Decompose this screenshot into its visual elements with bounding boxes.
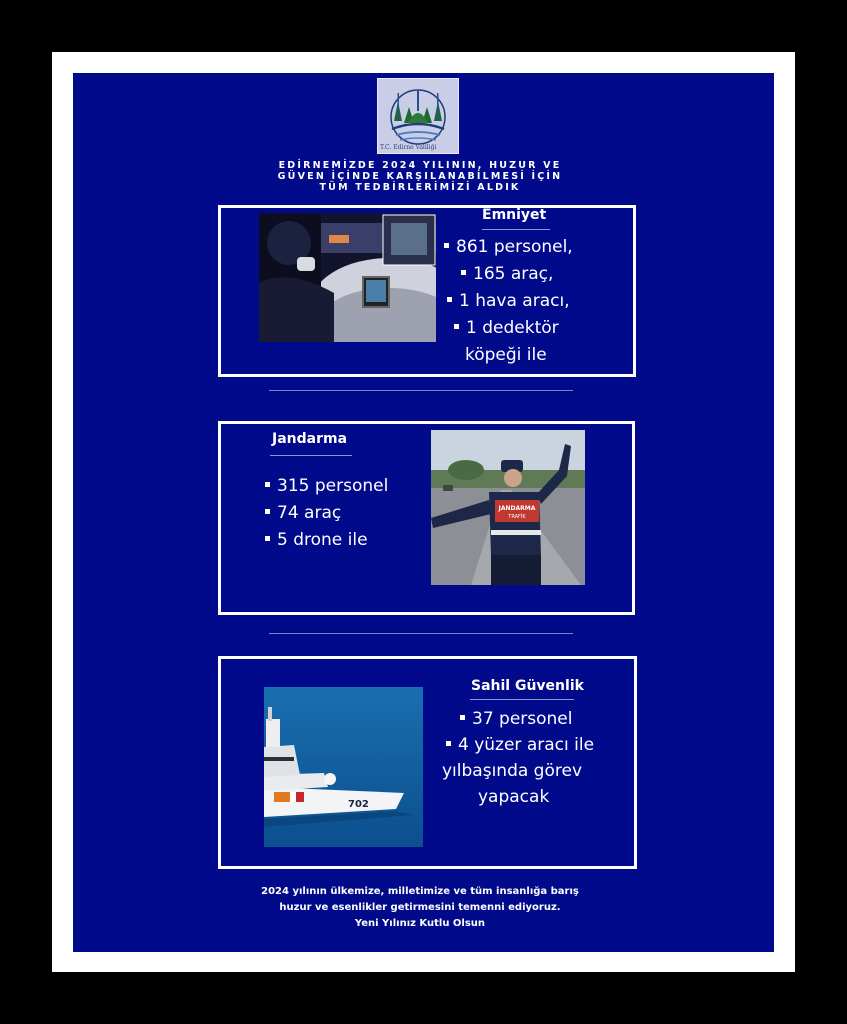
emniyet-item-text: 861 personel,	[456, 237, 573, 257]
emniyet-photo	[259, 213, 436, 342]
vest-text-1: JANDARMA	[498, 505, 536, 512]
footer-line-2: huzur ve esenlikler getirmesini temenni ediyoruz.	[279, 902, 561, 913]
jandarma-title-underline	[270, 455, 352, 456]
jandarma-item-text: 5 drone ile	[277, 530, 368, 550]
sahil-guvenlik-photo	[264, 687, 423, 847]
logo-emblem-icon	[378, 79, 458, 153]
bullet-icon	[265, 509, 270, 514]
bullet-icon	[447, 297, 452, 302]
bullet-icon	[454, 324, 459, 329]
sahil-guvenlik-title: Sahil Güvenlik	[471, 678, 584, 694]
emniyet-title-underline	[482, 229, 550, 230]
headline-line-1: EDİRNEMİZDE 2024 YILININ, HUZUR VE	[278, 160, 562, 171]
sahil-tail-line-2: yapacak	[478, 787, 550, 807]
jandarma-list	[265, 473, 388, 554]
vest-text-2: TRAFİK	[508, 514, 526, 520]
divider-1	[269, 390, 573, 391]
jandarma-item-text: 74 araç	[277, 503, 342, 523]
emniyet-item-text: 1 dedektör	[466, 318, 559, 338]
hull-number: 702	[348, 799, 369, 810]
traffic-gendarme-photo-icon	[431, 430, 585, 585]
emniyet-item-text: 1 hava aracı,	[459, 291, 570, 311]
police-officer-photo-icon	[259, 213, 436, 342]
edirne-valiligi-logo	[377, 78, 459, 154]
emniyet-item-text: 165 araç,	[473, 264, 554, 284]
divider-2	[269, 633, 573, 634]
jandarma-item-text: 315 personel	[277, 476, 389, 496]
bullet-icon	[461, 270, 466, 275]
emniyet-list	[444, 234, 573, 369]
jandarma-photo	[431, 430, 585, 585]
list-item	[265, 500, 388, 527]
footer-line-3: Yeni Yılınız Kutlu Olsun	[354, 918, 486, 929]
list-item	[442, 732, 594, 758]
headline	[260, 160, 580, 193]
footer-message	[180, 884, 660, 932]
bullet-icon	[446, 741, 451, 746]
list-item	[265, 473, 388, 500]
headline-line-3: TÜM TEDBİRLERİMİZİ ALDIK	[319, 182, 521, 193]
bullet-icon	[265, 482, 270, 487]
coast-guard-ship-photo-icon	[264, 687, 423, 847]
list-item	[265, 527, 388, 554]
bullet-icon	[265, 536, 270, 541]
list-item	[444, 261, 573, 288]
headline-line-2: GÜVEN İÇİNDE KARŞILANABİLMESİ İÇİN	[277, 171, 563, 182]
jandarma-title: Jandarma	[272, 431, 348, 447]
list-item	[444, 288, 573, 315]
list-item	[442, 706, 594, 732]
sahil-item-text: 4 yüzer aracı ile	[458, 735, 595, 755]
emniyet-tail-text: köpeği ile	[465, 345, 547, 365]
bullet-icon	[444, 243, 449, 248]
bullet-icon	[460, 715, 465, 720]
list-item	[444, 315, 573, 342]
sahil-item-text: 37 personel	[472, 709, 573, 729]
logo-text: T.C. Edirne Valiliği	[380, 144, 437, 151]
footer-line-1: 2024 yılının ülkemize, milletimize ve tüm insanlığa barış	[261, 886, 579, 897]
sahil-tail-line-1: yılbaşında görev	[442, 761, 583, 781]
list-item	[444, 234, 573, 261]
sahil-guvenlik-list	[442, 706, 594, 810]
sahil-guvenlik-title-underline	[470, 699, 574, 700]
emniyet-title: Emniyet	[482, 207, 547, 223]
